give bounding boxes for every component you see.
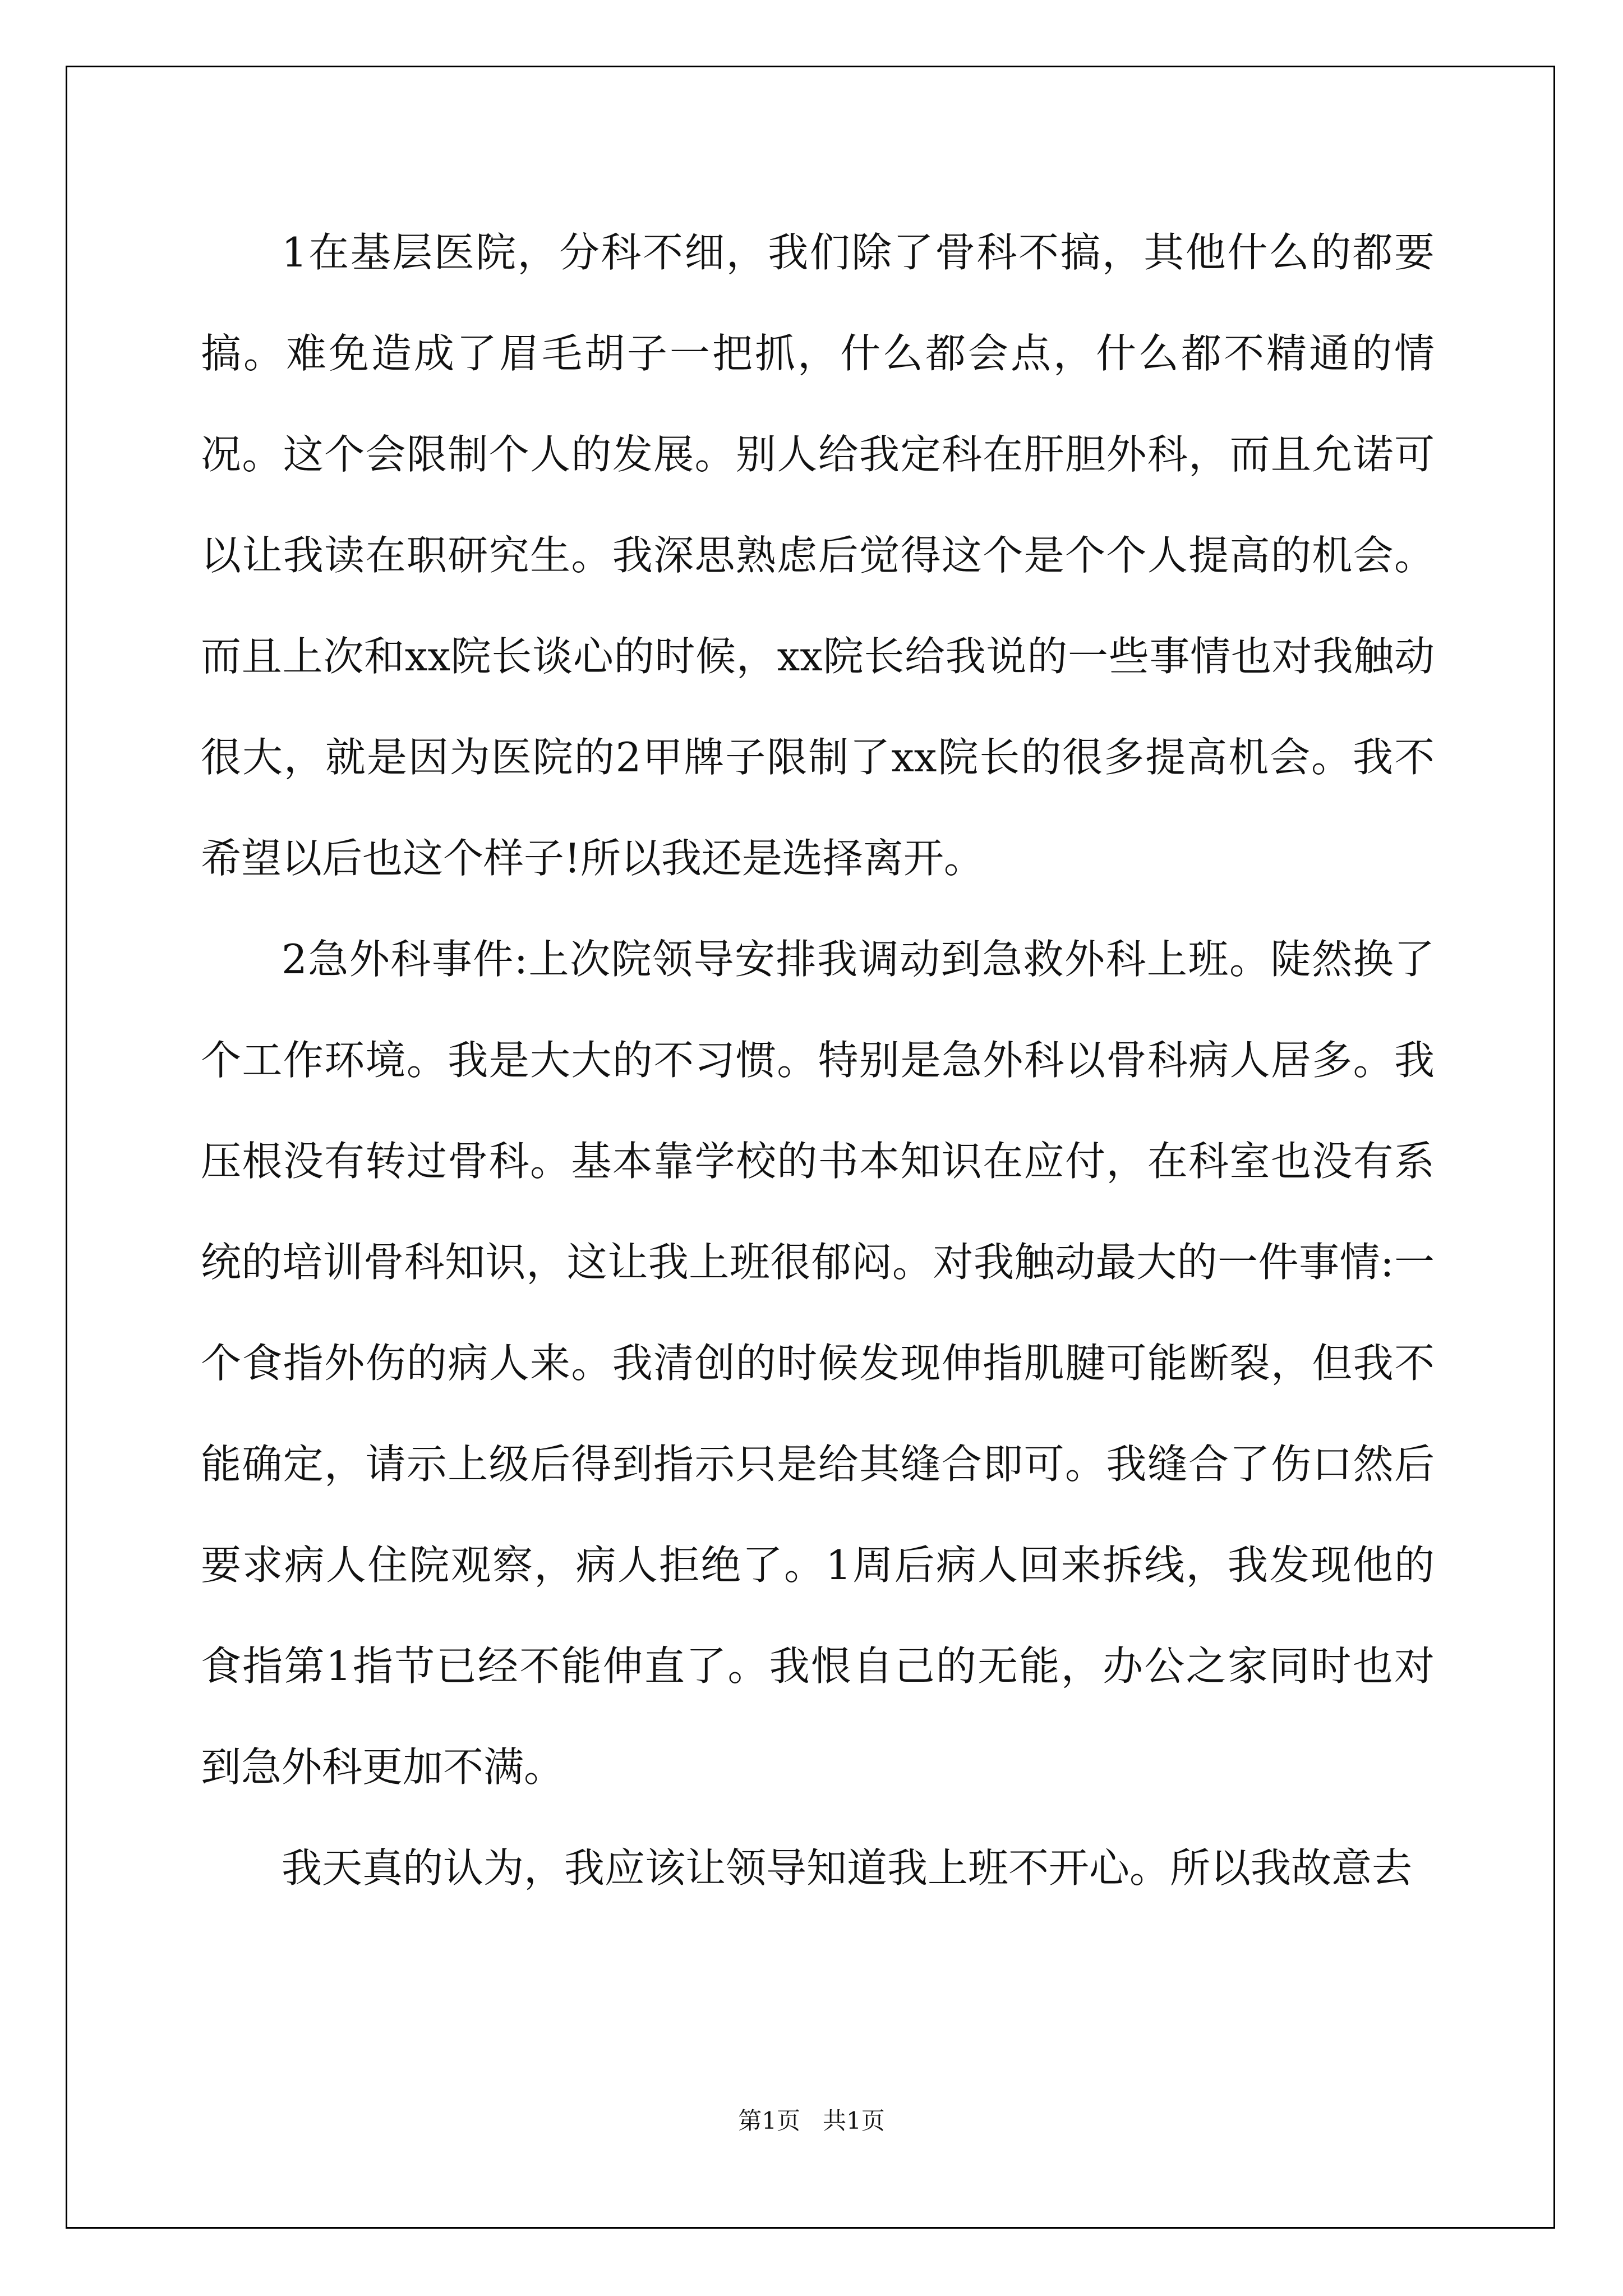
document-body bbox=[201, 202, 1435, 1918]
paragraph: 2急外科事件:上次院领导安排我调动到急救外科上班。陡然换了个工作环境。我是大大的不习惯。特别是急外科以骨科病人居多。我压根没有转过骨科。基本靠学校的书本知识在应付，在科室也没有系统的培训骨科知识，这让我上班很郁闷。对我触动最大的一件事情:一个食指外伤的病人来。我清创的时候发现伸指肌腱可能断裂，但我不能确定，请示上级后得到指示只是给其缝合即可。我缝合了伤口然后要求病人住院观察，病人拒绝了。1周后病人回来拆线，我发现他的食指第1指节已经不能伸直了。我恨自己的无能，办公之家同时也对到急外科更加不满。 bbox=[201, 936, 1435, 1791]
paragraph: 1在基层医院，分科不细，我们除了骨科不搞，其他什么的都要搞。难免造成了眉毛胡子一把抓，什么都会点，什么都不精通的情况。这个会限制个人的发展。别人给我定科在肝胆外科，而且允诺可以让我读在职研究生。我深思熟虑后觉得这个是个个人提高的机会。而且上次和xx院长谈心的时候，xx院长给我说的一些事情也对我触动很大，就是因为医院的2甲牌子限制了xx院长的很多提高机会。我不希望以后也这个样子!所以我还是选择离开。 bbox=[201, 229, 1435, 882]
page-total: 共1页 bbox=[823, 2107, 885, 2134]
paragraph: 我天真的认为，我应该让领导知道我上班不开心。所以我故意去 bbox=[282, 1844, 1413, 1892]
page-number: 第1页 bbox=[738, 2107, 800, 2134]
page-footer bbox=[0, 2102, 1623, 2136]
